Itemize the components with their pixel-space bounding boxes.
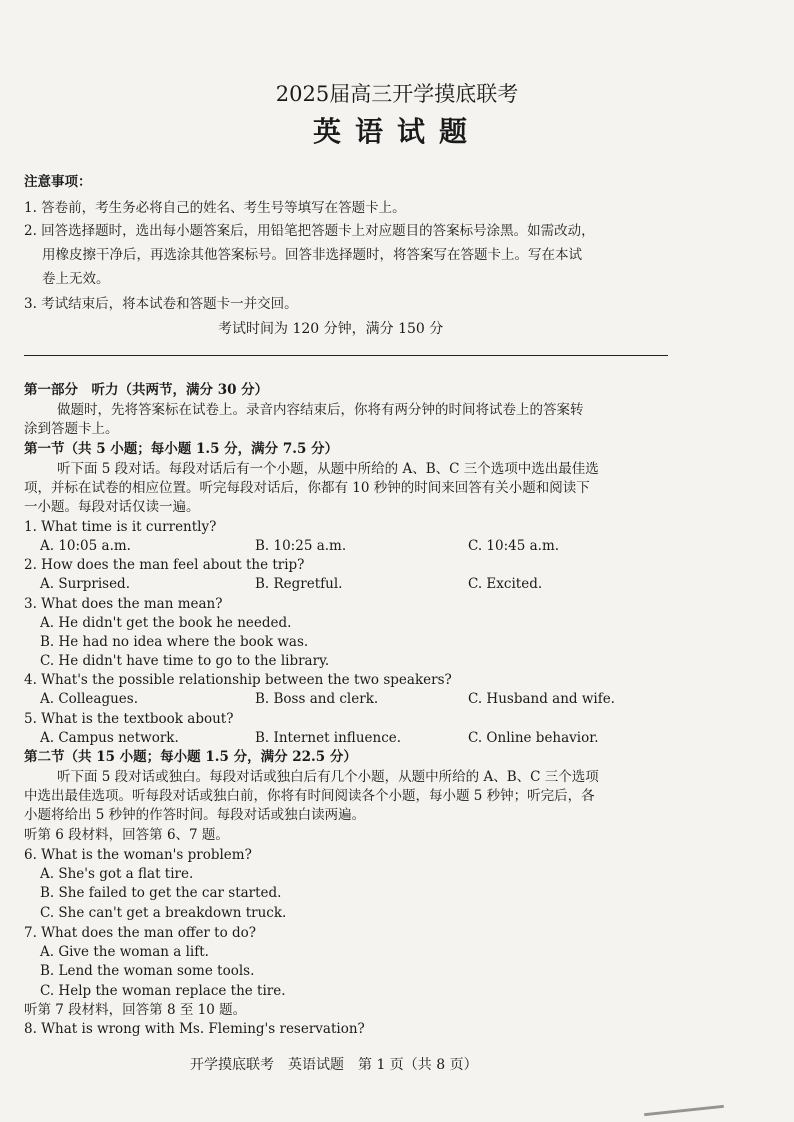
section2-heading: 第二节（共 15 小题；每小题 1.5 分，满分 22.5 分）	[24, 749, 357, 765]
q2-option-b: B. Regretful.	[255, 576, 343, 592]
material-7-label: 听第 7 段材料，回答第 8 至 10 题。	[24, 1002, 247, 1018]
section1-intro-line-1: 听下面 5 段对话。每段对话后有一个小题，从题中所给的 A、B、C 三个选项中选出最佳选	[57, 461, 599, 477]
section2-intro-line-3: 小题将给出 5 秒钟的作答时间。每段对话或独白读两遍。	[24, 807, 366, 823]
q1-stem: 1. What time is it currently?	[24, 519, 217, 535]
q8-stem: 8. What is wrong with Ms. Fleming's reservation?	[24, 1021, 365, 1037]
page-footer: 开学摸底联考 英语试题 第 1 页（共 8 页）	[190, 1057, 478, 1073]
section2-intro-line-2: 中选出最佳选项。听每段对话或独白前，你将有时间阅读各个小题，每小题 5 秒钟；听完后，各	[24, 788, 595, 804]
q1-option-c: C. 10:45 a.m.	[468, 538, 560, 554]
q7-option-a: A. Give the woman a lift.	[40, 944, 209, 960]
part1-heading: 第一部分 听力（共两节，满分 30 分）	[24, 382, 269, 398]
divider-rule	[24, 355, 668, 356]
scan-mark	[644, 1105, 724, 1116]
q6-option-b: B. She failed to get the car started.	[40, 885, 282, 901]
notice-item-2-line-3: 卷上无效。	[42, 271, 110, 287]
q5-option-c: C. Online behavior.	[468, 730, 599, 746]
q2-stem: 2. How does the man feel about the trip?	[24, 557, 305, 573]
q4-option-b: B. Boss and clerk.	[255, 691, 379, 707]
q2-option-a: A. Surprised.	[40, 576, 130, 592]
q2-option-c: C. Excited.	[468, 576, 543, 592]
q3-stem: 3. What does the man mean?	[24, 596, 223, 612]
section1-intro-line-3: 一小题。每段对话仅读一遍。	[24, 499, 200, 515]
q5-stem: 5. What is the textbook about?	[24, 711, 234, 727]
q3-option-b: B. He had no idea where the book was.	[40, 634, 309, 650]
exam-title: 2025届高三开学摸底联考	[275, 82, 519, 106]
part1-intro-line-1: 做题时，先将答案标在试卷上。录音内容结束后，你将有两分钟的时间将试卷上的答案转	[57, 402, 584, 418]
q5-option-b: B. Internet influence.	[255, 730, 402, 746]
q3-option-c: C. He didn't have time to go to the library.	[40, 653, 330, 669]
material-6-label: 听第 6 段材料，回答第 6、7 题。	[24, 827, 229, 843]
notice-item-3: 3. 考试结束后，将本试卷和答题卡一并交回。	[24, 296, 298, 312]
time-score: 考试时间为 120 分钟，满分 150 分	[218, 321, 444, 337]
section2-intro-line-1: 听下面 5 段对话或独白。每段对话或独白后有几个小题，从题中所给的 A、B、C 三个选项	[57, 769, 599, 785]
notice-heading: 注意事项：	[24, 174, 92, 190]
q6-option-c: C. She can't get a breakdown truck.	[40, 905, 287, 921]
q3-option-a: A. He didn't get the book he needed.	[40, 615, 292, 631]
q7-option-b: B. Lend the woman some tools.	[40, 963, 255, 979]
q4-stem: 4. What's the possible relationship between the two speakers?	[24, 672, 452, 688]
q6-option-a: A. She's got a flat tire.	[40, 866, 194, 882]
q5-option-a: A. Campus network.	[40, 730, 179, 746]
notice-item-2-line-1: 2. 回答选择题时，选出每小题答案后，用铅笔把答题卡上对应题目的答案标号涂黑。如需改动，	[24, 223, 595, 239]
section1-heading: 第一节（共 5 小题；每小题 1.5 分，满分 7.5 分）	[24, 441, 339, 457]
notice-item-1: 1. 答卷前，考生务必将自己的姓名、考生号等填写在答题卡上。	[24, 200, 406, 216]
notice-item-2-line-2: 用橡皮擦干净后，再选涂其他答案标号。回答非选择题时，将答案写在答题卡上。写在本试	[42, 247, 582, 263]
q1-option-a: A. 10:05 a.m.	[40, 538, 131, 554]
q6-stem: 6. What is the woman's problem?	[24, 847, 252, 863]
q4-option-c: C. Husband and wife.	[468, 691, 615, 707]
subject-title: 英语试题	[312, 115, 481, 148]
q4-option-a: A. Colleagues.	[40, 691, 139, 707]
part1-intro-line-2: 涂到答题卡上。	[24, 421, 119, 437]
section1-intro-line-2: 项，并标在试卷的相应位置。听完每段对话后，你都有 10 秒钟的时间来回答有关小题和阅读下	[24, 480, 590, 496]
q1-option-b: B. 10:25 a.m.	[255, 538, 347, 554]
q7-option-c: C. Help the woman replace the tire.	[40, 983, 286, 999]
q7-stem: 7. What does the man offer to do?	[24, 925, 257, 941]
